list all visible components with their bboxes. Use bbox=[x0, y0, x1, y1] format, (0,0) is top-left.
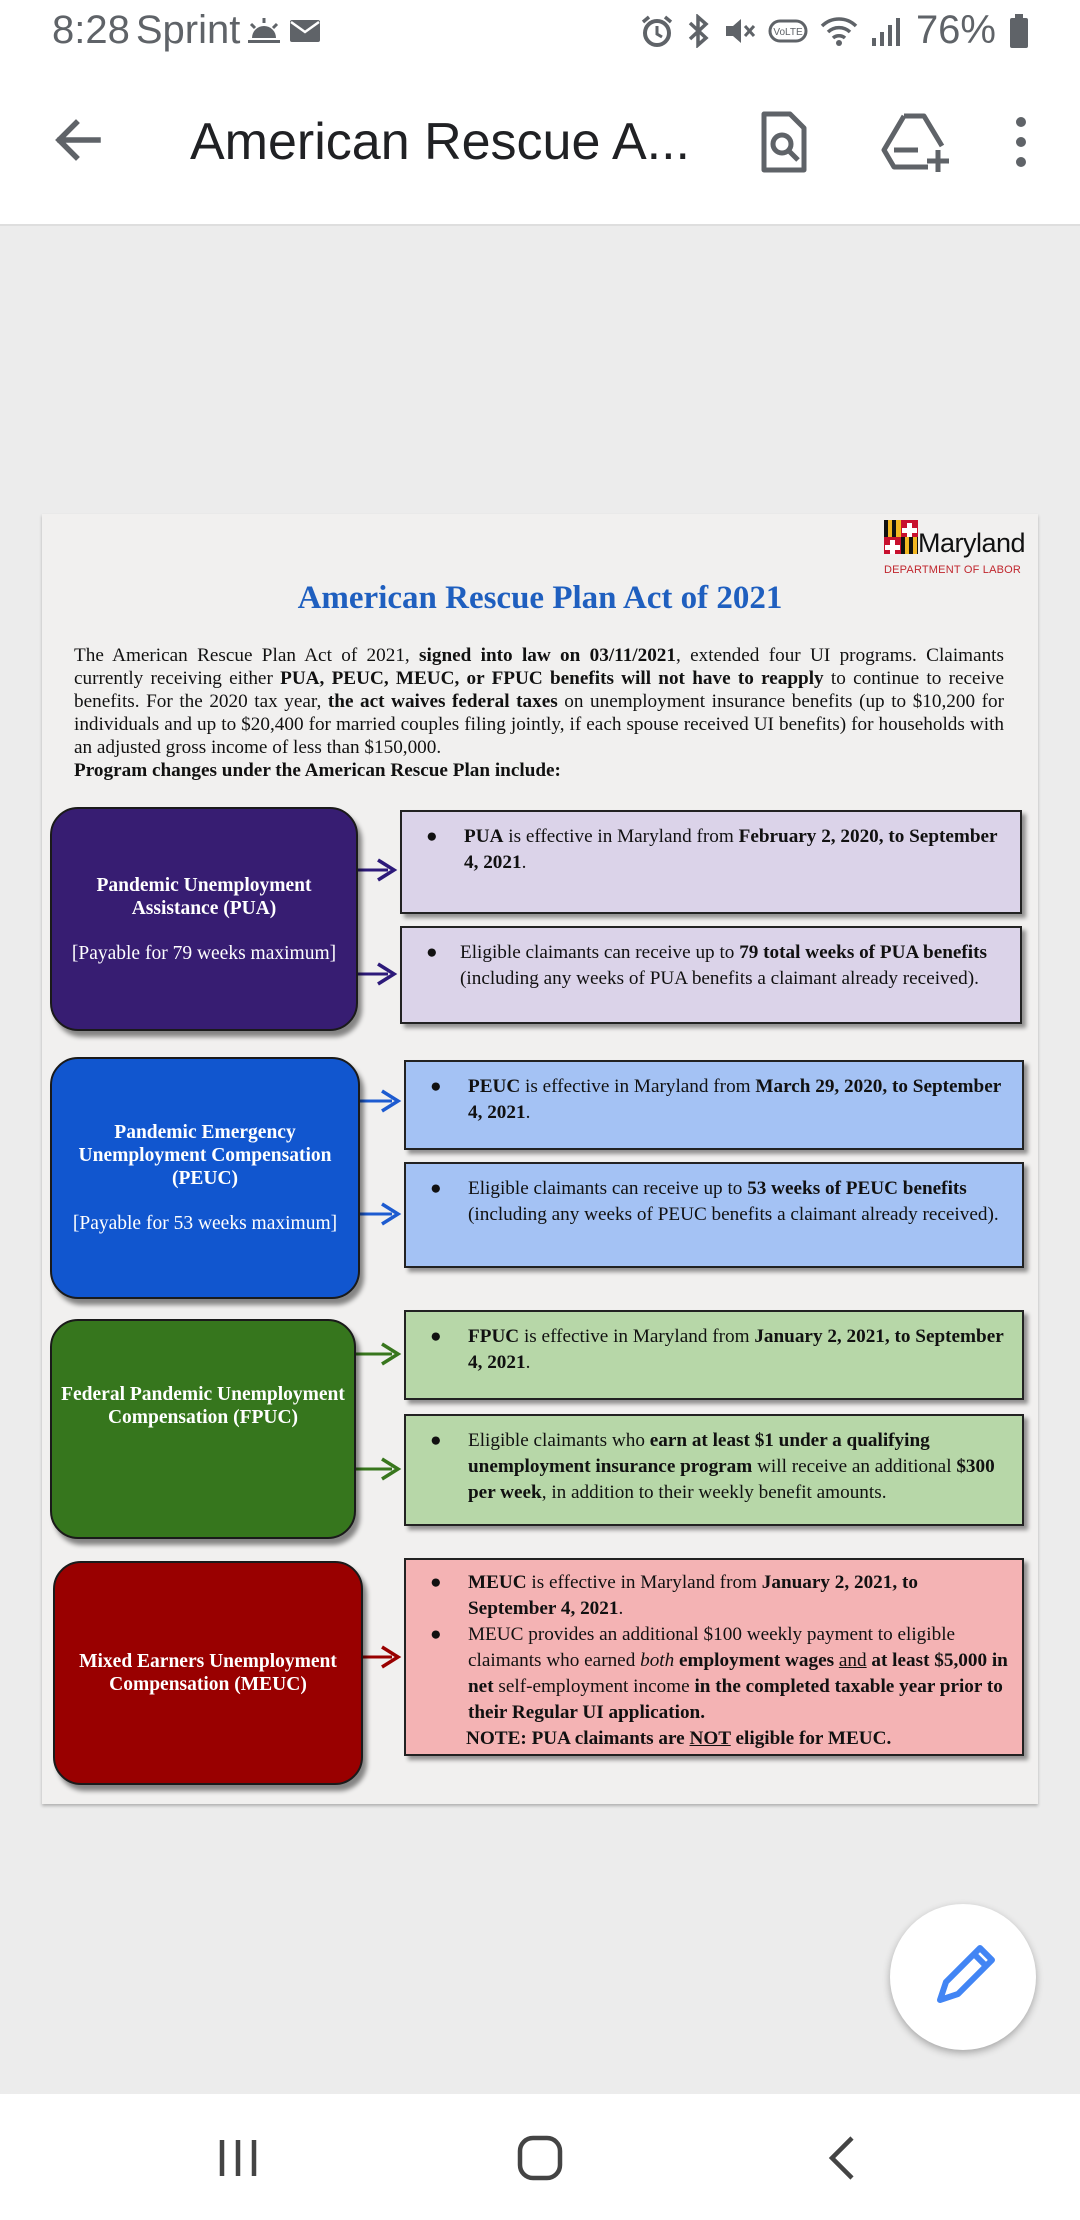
detail-text: MEUC provides an additional $100 weekly payment to eligible claimants who earned both employment wages and at least $5,000 in net self-employment income in the completed taxable year prior to their Regular UI application. bbox=[468, 1624, 1008, 1723]
status-left bbox=[52, 8, 324, 53]
detail-panel-pua-2: ● Eligible claimants can receive up to 79 total weeks of PUA benefits (including any weeks of PUA benefits a claimant already received). bbox=[400, 926, 1022, 1024]
status-time: 8:28 bbox=[52, 8, 130, 52]
battery-percent: 76% bbox=[915, 8, 996, 52]
system-nav-bar bbox=[0, 2094, 1080, 2220]
detail-panel-peuc-1: ● PEUC is effective in Maryland from March 29, 2020, to September 4, 2021. bbox=[404, 1060, 1024, 1150]
mute-icon bbox=[722, 14, 756, 48]
detail-panel-fpuc-2: ● Eligible claimants who earn at least $1 under a qualifying unemployment insurance program will receive an additional $300 per week, in addition to their weekly benefit amounts. bbox=[404, 1414, 1024, 1526]
detail-text: Eligible claimants who earn at least $1 under a qualifying unemployment insurance program will receive an additional $300 per week, in addition to their weekly benefit amounts. bbox=[468, 1430, 995, 1503]
home-icon[interactable] bbox=[510, 2128, 570, 2188]
add-to-drive-icon[interactable] bbox=[880, 110, 954, 174]
alarm-icon bbox=[640, 14, 674, 48]
program-box-peuc bbox=[50, 1057, 360, 1299]
connector-arrowhead bbox=[378, 860, 394, 880]
logo-department: DEPARTMENT OF LABOR bbox=[884, 564, 1022, 576]
meuc-note: NOTE: PUA claimants are NOT eligible for MEUC. bbox=[466, 1728, 892, 1749]
program-name: Pandemic Emergency Unemployment Compensation (PEUC) bbox=[78, 1122, 332, 1189]
document-title: American Rescue A... bbox=[190, 113, 690, 171]
detail-text: FPUC is effective in Maryland from January 2, 2021, to September 4, 2021. bbox=[468, 1326, 1004, 1373]
back-nav-icon[interactable] bbox=[814, 2128, 874, 2188]
detail-panel-peuc-2: ● Eligible claimants can receive up to 53 weeks of PEUC benefits (including any weeks of PEUC benefits a claimant already received). bbox=[404, 1162, 1024, 1268]
status-bar bbox=[0, 0, 1080, 66]
svg-text:VoLTE: VoLTE bbox=[773, 26, 803, 38]
weather-sunrise-icon bbox=[246, 16, 282, 46]
detail-panel-fpuc-1: ● FPUC is effective in Maryland from January 2, 2021, to September 4, 2021. bbox=[404, 1310, 1024, 1400]
bluetooth-icon bbox=[686, 14, 710, 48]
detail-text: PEUC is effective in Maryland from March 29, 2020, to September 4, 2021. bbox=[468, 1076, 1001, 1123]
program-name: Federal Pandemic Unemployment Compensation (FPUC) bbox=[61, 1384, 345, 1428]
program-note: [Payable for 79 weeks maximum] bbox=[71, 942, 337, 964]
program-name: Pandemic Unemployment Assistance (PUA) bbox=[96, 874, 312, 919]
intro-text: The American Rescue Plan Act of 2021, signed into law on 03/11/2021, extended four UI programs. Claimants currently receiving either PUA, PEUC, MEUC, or FPUC benefits will not have to reapply to continue to receive benefits. For the 2020 tax year, the act waives federal taxes on unemployment insurance benefits (up to $10,200 for individuals and up to $20,400 for married couples filing jointly, if each spouse received UI benefits) for households with an adjusted gross income of less than $150,000. bbox=[74, 645, 1004, 758]
volte-icon bbox=[768, 14, 808, 48]
intro-paragraph bbox=[74, 644, 1004, 782]
connector-arrowhead bbox=[382, 1344, 398, 1364]
edit-fab-button[interactable] bbox=[890, 1904, 1036, 2050]
program-box-fpuc bbox=[50, 1319, 356, 1539]
find-in-page-icon[interactable] bbox=[752, 110, 816, 174]
detail-text: Eligible claimants can receive up to 53 weeks of PEUC benefits (including any weeks of PEUC benefits a claimant already received). bbox=[468, 1178, 999, 1225]
status-right bbox=[640, 8, 1030, 53]
detail-text: Eligible claimants can receive up to 79 total weeks of PUA benefits (including any weeks of PUA benefits a claimant already received). bbox=[460, 942, 987, 989]
more-vert-icon[interactable] bbox=[1006, 110, 1036, 174]
connector-arrowhead bbox=[382, 1459, 398, 1479]
detail-text: PUA is effective in Maryland from February 2, 2020, to September 4, 2021. bbox=[464, 826, 998, 873]
program-box-pua bbox=[50, 807, 358, 1031]
wifi-icon bbox=[820, 14, 858, 48]
connector-arrowhead bbox=[382, 1647, 398, 1667]
maryland-flag-icon bbox=[884, 520, 918, 554]
doc-heading: American Rescue Plan Act of 2021 bbox=[297, 580, 783, 616]
program-note: [Payable for 53 weeks maximum] bbox=[72, 1213, 338, 1234]
connector-arrowhead bbox=[382, 1204, 398, 1224]
document-page[interactable] bbox=[42, 514, 1038, 1804]
status-carrier: Sprint bbox=[135, 8, 241, 52]
document-viewer[interactable] bbox=[0, 226, 1080, 2094]
connector-arrowhead bbox=[382, 1091, 398, 1111]
program-name: Mixed Earners Unemployment Compensation (MEUC) bbox=[79, 1651, 337, 1695]
detail-panel-meuc: ● MEUC is effective in Maryland from January 2, 2021, to September 4, 2021. ● MEUC provides an additional $100 weekly payment to eligible claimants who earned both employment wages and at least $5,000 in net self-employment income in the completed taxable year prior to their Regular UI application. NOTE: PUA claimants are NOT eligible for MEUC. bbox=[404, 1558, 1024, 1756]
logo-name: Maryland bbox=[918, 528, 1026, 558]
recent-apps-icon[interactable] bbox=[208, 2128, 268, 2188]
connector-arrowhead bbox=[378, 964, 394, 984]
email-notification-icon bbox=[288, 16, 324, 46]
detail-text: MEUC is effective in Maryland from January 2, 2021, to September 4, 2021. bbox=[468, 1572, 918, 1619]
signal-icon bbox=[870, 14, 904, 48]
arrow-back-icon[interactable] bbox=[48, 110, 108, 170]
detail-panel-pua-1: ● PUA is effective in Maryland from February 2, 2020, to September 4, 2021. bbox=[400, 810, 1022, 914]
maryland-logo bbox=[884, 518, 1030, 576]
app-bar bbox=[0, 66, 1080, 226]
edit-pencil-icon bbox=[890, 1904, 1036, 2050]
program-box-meuc bbox=[53, 1561, 363, 1785]
changes-heading: Program changes under the American Rescue Plan include: bbox=[74, 760, 561, 781]
battery-icon bbox=[1008, 13, 1030, 49]
